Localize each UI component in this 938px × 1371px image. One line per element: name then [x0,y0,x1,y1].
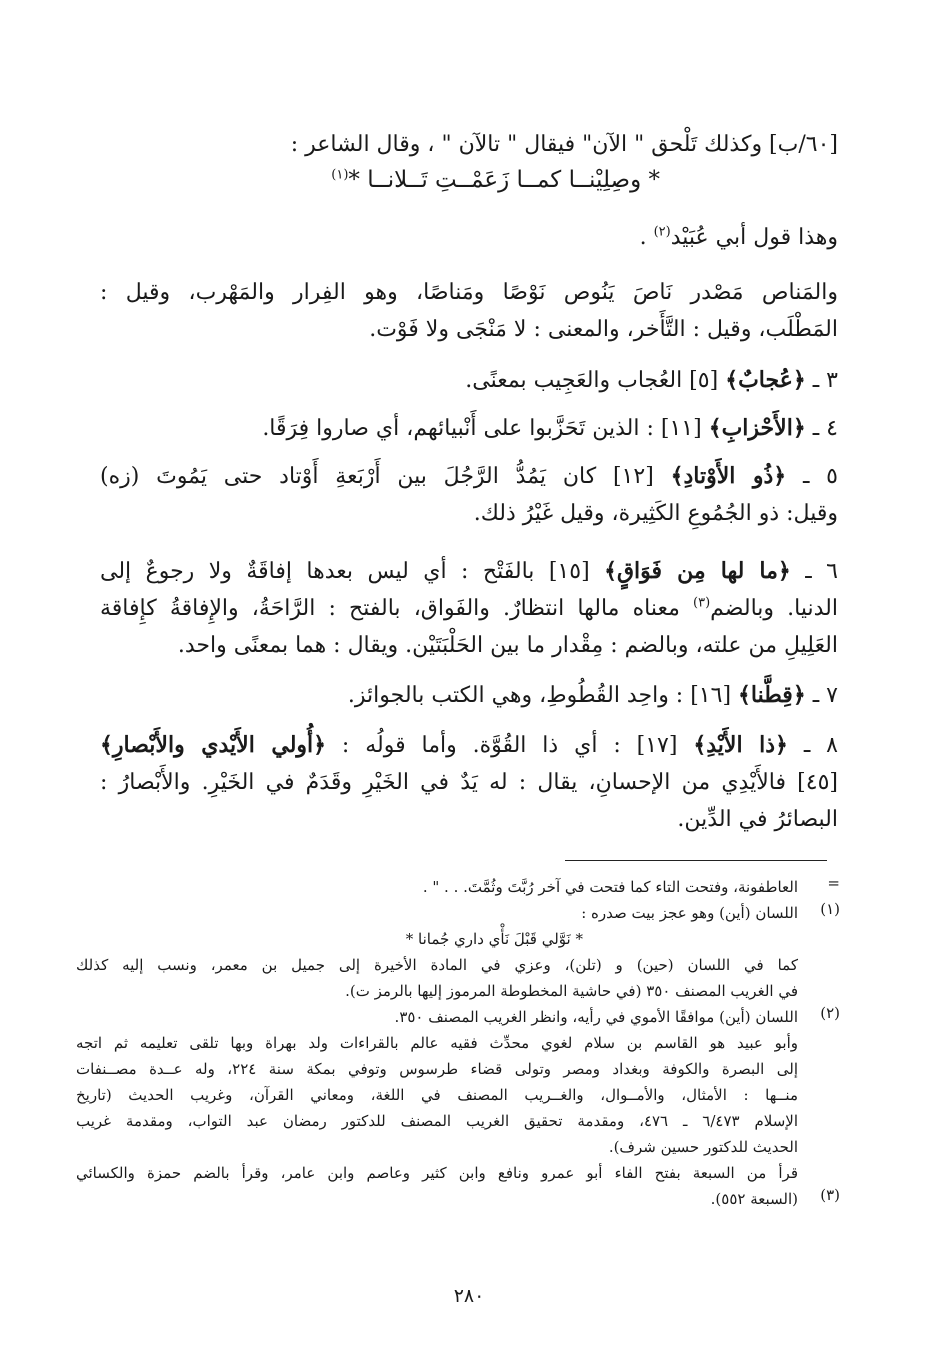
footnote-2-line: إلى البصرة والكوفة وبغداد ومصر وتولى قضاء طرسوس وتوفي بمكة سنة ٢٢٤، وله عــدة مصــنفات [76,1060,798,1078]
entry-number: ٧ ـ [812,683,838,708]
entry-number: ٥ ـ [802,464,838,489]
footnote-2-line: منــها : الأمثال، والأمــوال، والغــريب المصنف في اللغة، ومعاني القرآن، وغريب الحديث (تاريخ [76,1086,798,1104]
text-line [100,219,838,256]
footnote-1-line: اللسان (أين) وهو عجز بيت صدره : [581,904,798,922]
quran-word: ﴿ذا الأَيْدِ﴾ [693,732,788,758]
footnote-ref-3: (٣) [693,595,711,611]
footnote-1-verse: * نَوَّلي قَبْلَ نَأْي داري جُمانا * [405,930,583,948]
text-line [100,590,838,627]
main-line-2 [100,219,838,256]
footnote-2-line: الإسلام ٦/٤٧٣ ـ ٤٧٦، ومقدمة تحقيق الغريب المصنف للدكتور رمضان عبد التواب، ومقدمة غريب [76,1112,798,1130]
entry-8 [100,727,838,838]
text-line [100,410,838,447]
quran-word: ﴿ذُو الأَوْتادِ﴾ [670,463,787,489]
text-line: والمَناص مَصْدر نَاصَ يَنُوص نَوْصًا ومَناصًا، وهو الفِرار والمَهْرب، وقيل : [100,280,838,305]
entry-5 [100,458,838,532]
text-line [100,553,838,590]
entry-text: [١١] : الذين تَحَزَّبوا على أَنْبيائهم، أي صاروا فِرَقًا. [262,416,702,441]
quran-word: ﴿أُولي الأَيْدي والأَبْصارِ﴾ [100,732,327,758]
footnote-2-line: وأبو عبيد هو القاسم بن سلام لغوي محدِّث فقيه عالم بالقراءات ولد بهراة وبها تلقى تعليمه ثم اتجه [76,1034,798,1052]
text-line [100,727,838,764]
entry-text: [١٢] كان يَمُدُّ الرَّجُلَ بين أَرْبَعةِ أَوْتاد حتى يَمُوتَ (زه) [100,464,654,489]
footnote-1-line: في الغريب المصنف ٣٥٠ (في حاشية المخطوطة المرموز إليها بالرمز ت). [345,982,798,1000]
text-line: العَلِيلِ من علته، وبالضم : مِقْدار ما بين الحَلْبَتَيْن. ويقال : هما بمعنًى واحد. [177,633,838,658]
footnote-2-line: الحديث للدكتور حسين شرف). [608,1138,798,1156]
entry-number: ٤ ـ [812,416,838,441]
verse-text: * وصِلِيْنــا كمــا زَعَمْــتِ تَــلانــا * [348,167,660,193]
quran-word: ﴿الأَحْزابِ﴾ [708,415,806,441]
text-line [100,677,838,714]
text-segment: . [639,225,647,250]
footnote-1-line: كما في اللسان (حين) و (تلن)، وعزي في المادة الأخيرة إلى جميل بن معمر، ونسب إليه كذلك [76,956,798,974]
main-line-1 [100,126,838,163]
quran-word: ﴿عُجابٌ﴾ [725,367,806,393]
entry-number: ٨ ـ [803,733,838,758]
entry-3 [100,362,838,399]
footnote-3-number: (٣) [820,1186,840,1204]
footnote-3-line: (السبعة ٥٥٢). [710,1190,798,1208]
footnote-separator [565,860,827,861]
entry-7 [100,677,838,714]
text-line [100,362,838,399]
entry-text: [١٥] بالفَتْح : أي ليس بعدها إفاقَةٌ ولا رجوعٌ إلى [100,559,590,584]
footnote-ref-2: (٢) [653,224,671,240]
entry-number: ٣ ـ [812,368,838,393]
text-line: [٤٥] فالأَيْدِي من الإحسانِ، يقال : له يَدٌ في الخَيْرِ وقَدَمٌ في الخَيْرِ. والأَبْصارُ : [100,770,838,795]
entry-text: [٥] العُجاب والعَجِيب بمعنًى. [465,368,719,393]
entry-text: [١٦] : واحِد القُطُوطِ، وهي الكتب بالجوائز. [347,683,732,708]
poetry-verse [300,167,660,193]
quran-word: ﴿ما لها مِن فَوَاقٍ﴾ [604,558,791,584]
footnote-2-number: (٢) [820,1004,840,1022]
text-line: المَطْلَب، وقيل : التَّأَخر، والمعنى : لا مَنْجَى ولا فَوْت. [369,317,838,342]
footnote-3-line: قرأ من السبعة بفتح الفاء أبو عمرو ونافع وابن كثير وعاصم وابن عامر، وقرأ بالضم حمزة والكسائي [76,1164,798,1182]
text-segment: وهذا قول أبي عُبَيْد [670,225,838,250]
text-line: البصائرُ في الدِّين. [677,807,838,832]
entry-6 [100,553,838,664]
entry-number: ٦ ـ [805,559,838,584]
footnote-1-number: (١) [820,900,840,918]
footnote-ref-1: (١) [331,167,349,183]
footnote-2-line: اللسان (أين) موافقًا الأموي في رأيه، وانظر الغريب المصنف ٣٥٠. [394,1008,798,1026]
entry-text: [١٧] : أي ذا القُوَّة. وأما قولُه : [341,733,678,758]
text-segment: الدنيا. وبالضم [710,596,838,621]
paragraph-manas [100,274,838,348]
quran-word: ﴿قِطَّنا﴾ [738,682,806,708]
text-line: وقيل: ذو الجُمُوعِ الكَثِيرة، وقيل غَيْرُ ذلك. [473,501,838,526]
text-line: [٦٠/ب] وكذلك تَلْحق " الآن" فيقال " تالآن " ، وقال الشاعر : [290,132,838,157]
entry-4 [100,410,838,447]
footnote-continuation: العاطفونة، وفتحت التاء كما فتحت في آخر رُبَّتَ وثُمَّتَ. . . " . [422,878,798,896]
page-number: ٢٨٠ [453,1285,485,1307]
footnotes [76,874,798,1212]
footnote-continuation-mark: = [827,874,840,892]
text-line [100,458,838,495]
text-segment: معناه مالها انتظارٌ. والفَواق، بالفتح : الرَّاحَةُ، والإِفاقةُ كإِفاقة [100,596,680,621]
